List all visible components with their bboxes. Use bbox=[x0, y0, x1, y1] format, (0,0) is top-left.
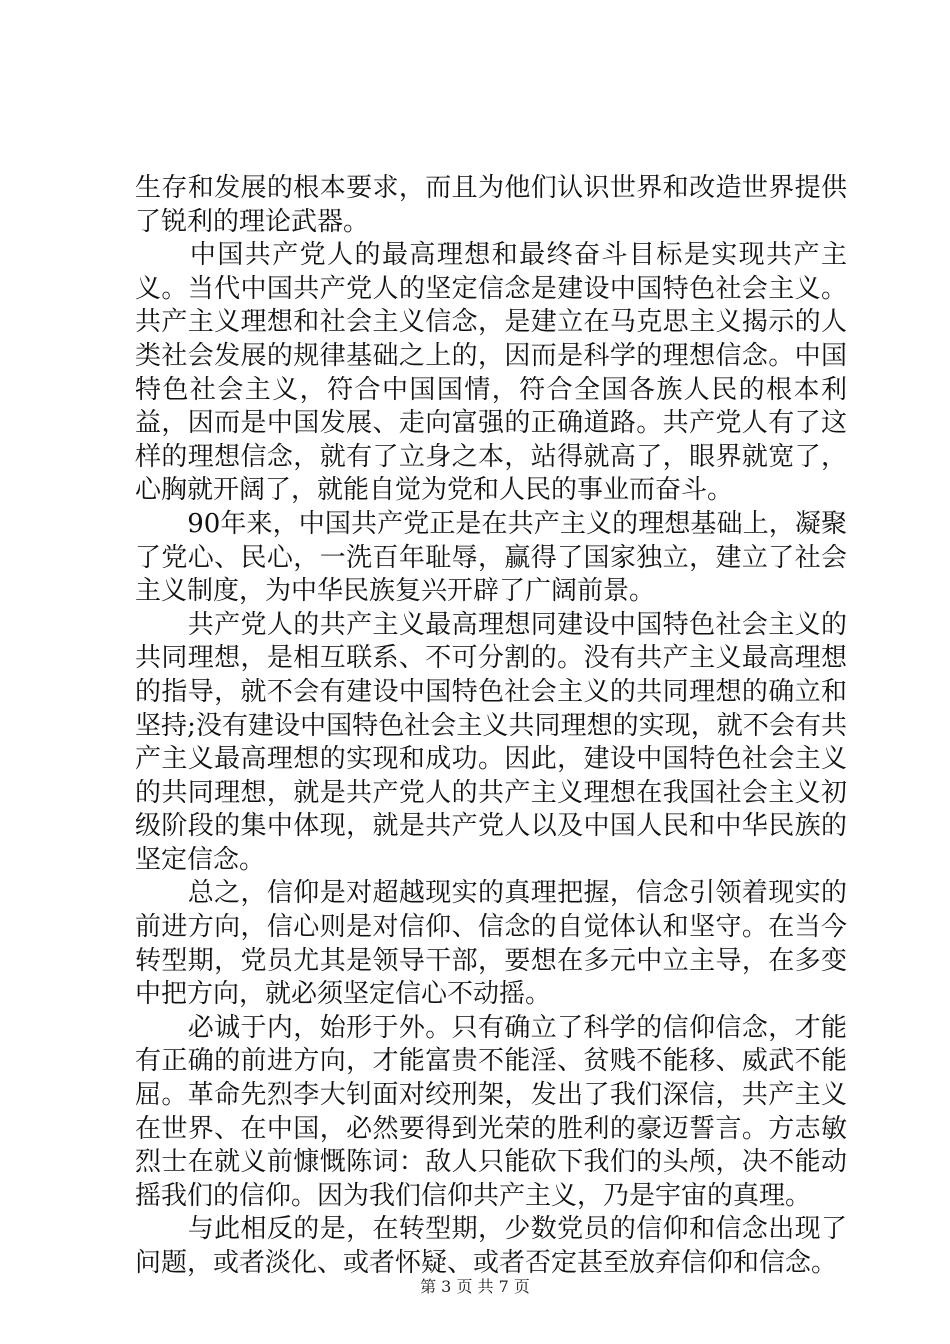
paragraph: 共产党人的共产主义最高理想同建设中国特色社会主义的共同理想，是相互联系、不可分割的。没有共产主义最高理想的指导，就不会有建设中国特色社会主义的共同理想的确立和坚持;没有建设中国特色社会主义共同理想的实现，就不会有共产主义最高理想的实现和成功。因此，建设中国特色社会主义的共同理想，就是共产党人的共产主义理想在我国社会主义初级阶段的集中体现，就是共产党人以及中国人民和中华民族的坚定信念。 bbox=[135, 609, 847, 875]
paragraph: 中国共产党人的最高理想和最终奋斗目标是实现共产主义。当代中国共产党人的坚定信念是建设中国特色社会主义。共产主义理想和社会主义信念，是建立在马克思主义揭示的人类社会发展的规律基础之上的，因而是科学的理想信念。中国特色社会主义，符合中国国情，符合全国各族人民的根本利益，因而是中国发展、走向富强的正确道路。共产党人有了这样的理想信念，就有了立身之本，站得就高了，眼界就宽了，心胸就开阔了，就能自觉为党和人民的事业而奋斗。 bbox=[135, 240, 847, 506]
document-body bbox=[135, 172, 847, 1281]
paragraph: 必诚于内，始形于外。只有确立了科学的信仰信念，才能有正确的前进方向，才能富贵不能淫、贫贱不能移、威武不能屈。革命先烈李大钊面对绞刑架，发出了我们深信，共产主义在世界、在中国，必然要得到光荣的胜利的豪迈誓言。方志敏烈士在就义前慷慨陈词：敌人只能砍下我们的头颅，决不能动摇我们的信仰。因为我们信仰共产主义，乃是宇宙的真理。 bbox=[135, 1012, 847, 1211]
paragraph: 生存和发展的根本要求，而且为他们认识世界和改造世界提供了锐利的理论武器。 bbox=[135, 173, 847, 237]
paragraph: 总之，信仰是对超越现实的真理把握，信念引领着现实的前进方向，信心则是对信仰、信念的自觉体认和坚守。在当今转型期，党员尤其是领导干部，要想在多元中立主导，在多变中把方向，就必须坚定信心不动摇。 bbox=[135, 878, 847, 1010]
paragraph: 90年来，中国共产党正是在共产主义的理想基础上，凝聚了党心、民心，一洗百年耻辱，赢得了国家独立，建立了社会主义制度，为中华民族复兴开辟了广阔前景。 bbox=[135, 508, 847, 607]
paragraph: 与此相反的是，在转型期，少数党员的信仰和信念出现了问题，或者淡化、或者怀疑、或者否定甚至放弃信仰和信念。 bbox=[135, 1214, 847, 1278]
page-footer: 第 3 页 共 7 页 bbox=[420, 1277, 530, 1296]
